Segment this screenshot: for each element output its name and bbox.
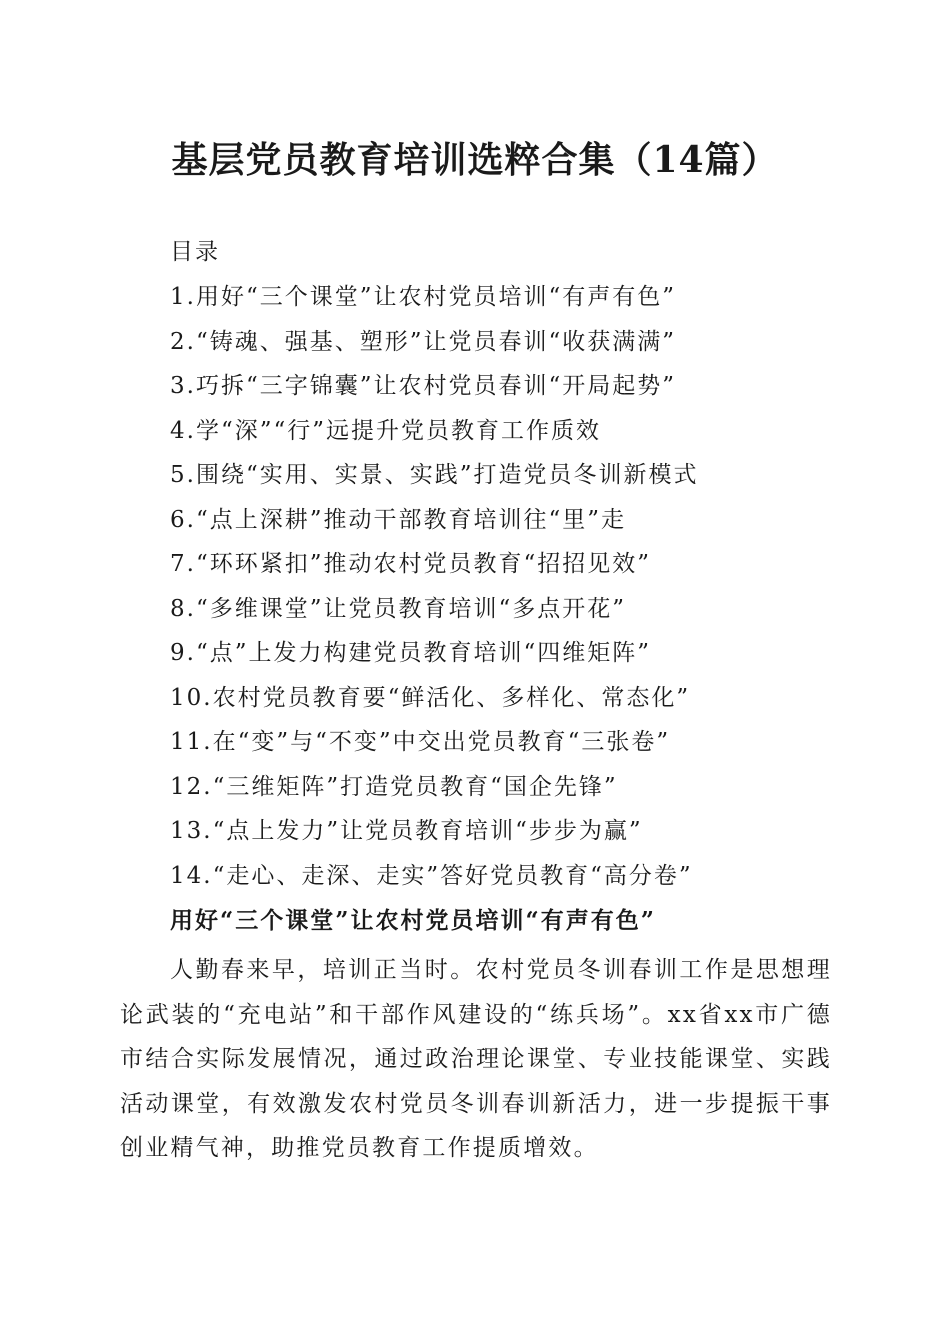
toc-item-9: 9.“点”上发力构建党员教育培训“四维矩阵” xyxy=(170,640,651,666)
toc-item-2: 2.“铸魂、强基、塑形”让党员春训“收获满满” xyxy=(170,328,676,355)
toc-item-11: 11.在“变”与“不变”中交出党员教育“三张卷” xyxy=(170,729,671,755)
toc-item-4: 4.学“深”“行”远提升党员教育工作质效 xyxy=(170,417,601,444)
toc-item-3: 3.巧拆“三字锦囊”让农村党员春训“开局起势” xyxy=(170,373,676,399)
toc-item-1: 1.用好“三个课堂”让农村党员培训“有声有色” xyxy=(170,284,676,310)
toc-item-5: 5.围绕“实用、实景、实践”打造党员冬训新模式 xyxy=(170,462,699,488)
toc-item-10: 10.农村党员教育要“鲜活化、多样化、常态化” xyxy=(170,684,691,711)
article-paragraph: 人勤春来早，培训正当时。农村党员冬训春训工作是思想理论武装的“充电站”和干部作风建设的“练兵场”。xx省xx市广德市结合实际发展情况，通过政治理论课堂、专业技能课堂、实践活动课堂，有效激发农村党员冬训春训新活力，进一步提振干事创业精气神，助推党员教育工作提质增效。 xyxy=(120,957,832,1162)
toc-item-7: 7.“环环紧扣”推动农村党员教育“招招见效” xyxy=(170,551,651,577)
article-title: 用好“三个课堂”让农村党员培训“有声有色” xyxy=(170,907,656,934)
document-title: 基层党员教育培训选粹合集（14篇） xyxy=(171,139,779,181)
toc-item-14: 14.“走心、走深、走实”答好党员教育“高分卷” xyxy=(170,862,693,889)
table-of-contents xyxy=(170,230,870,898)
toc-item-6: 6.“点上深耕”推动干部教育培训往“里”走 xyxy=(170,506,626,533)
toc-heading: 目录 xyxy=(170,239,220,265)
toc-item-13: 13.“点上发力”让党员教育培训“步步为赢” xyxy=(170,818,643,844)
toc-item-8: 8.“多维课堂”让党员教育培训“多点开花” xyxy=(170,595,626,622)
toc-item-12: 12.“三维矩阵”打造党员教育“国企先锋” xyxy=(170,773,618,800)
